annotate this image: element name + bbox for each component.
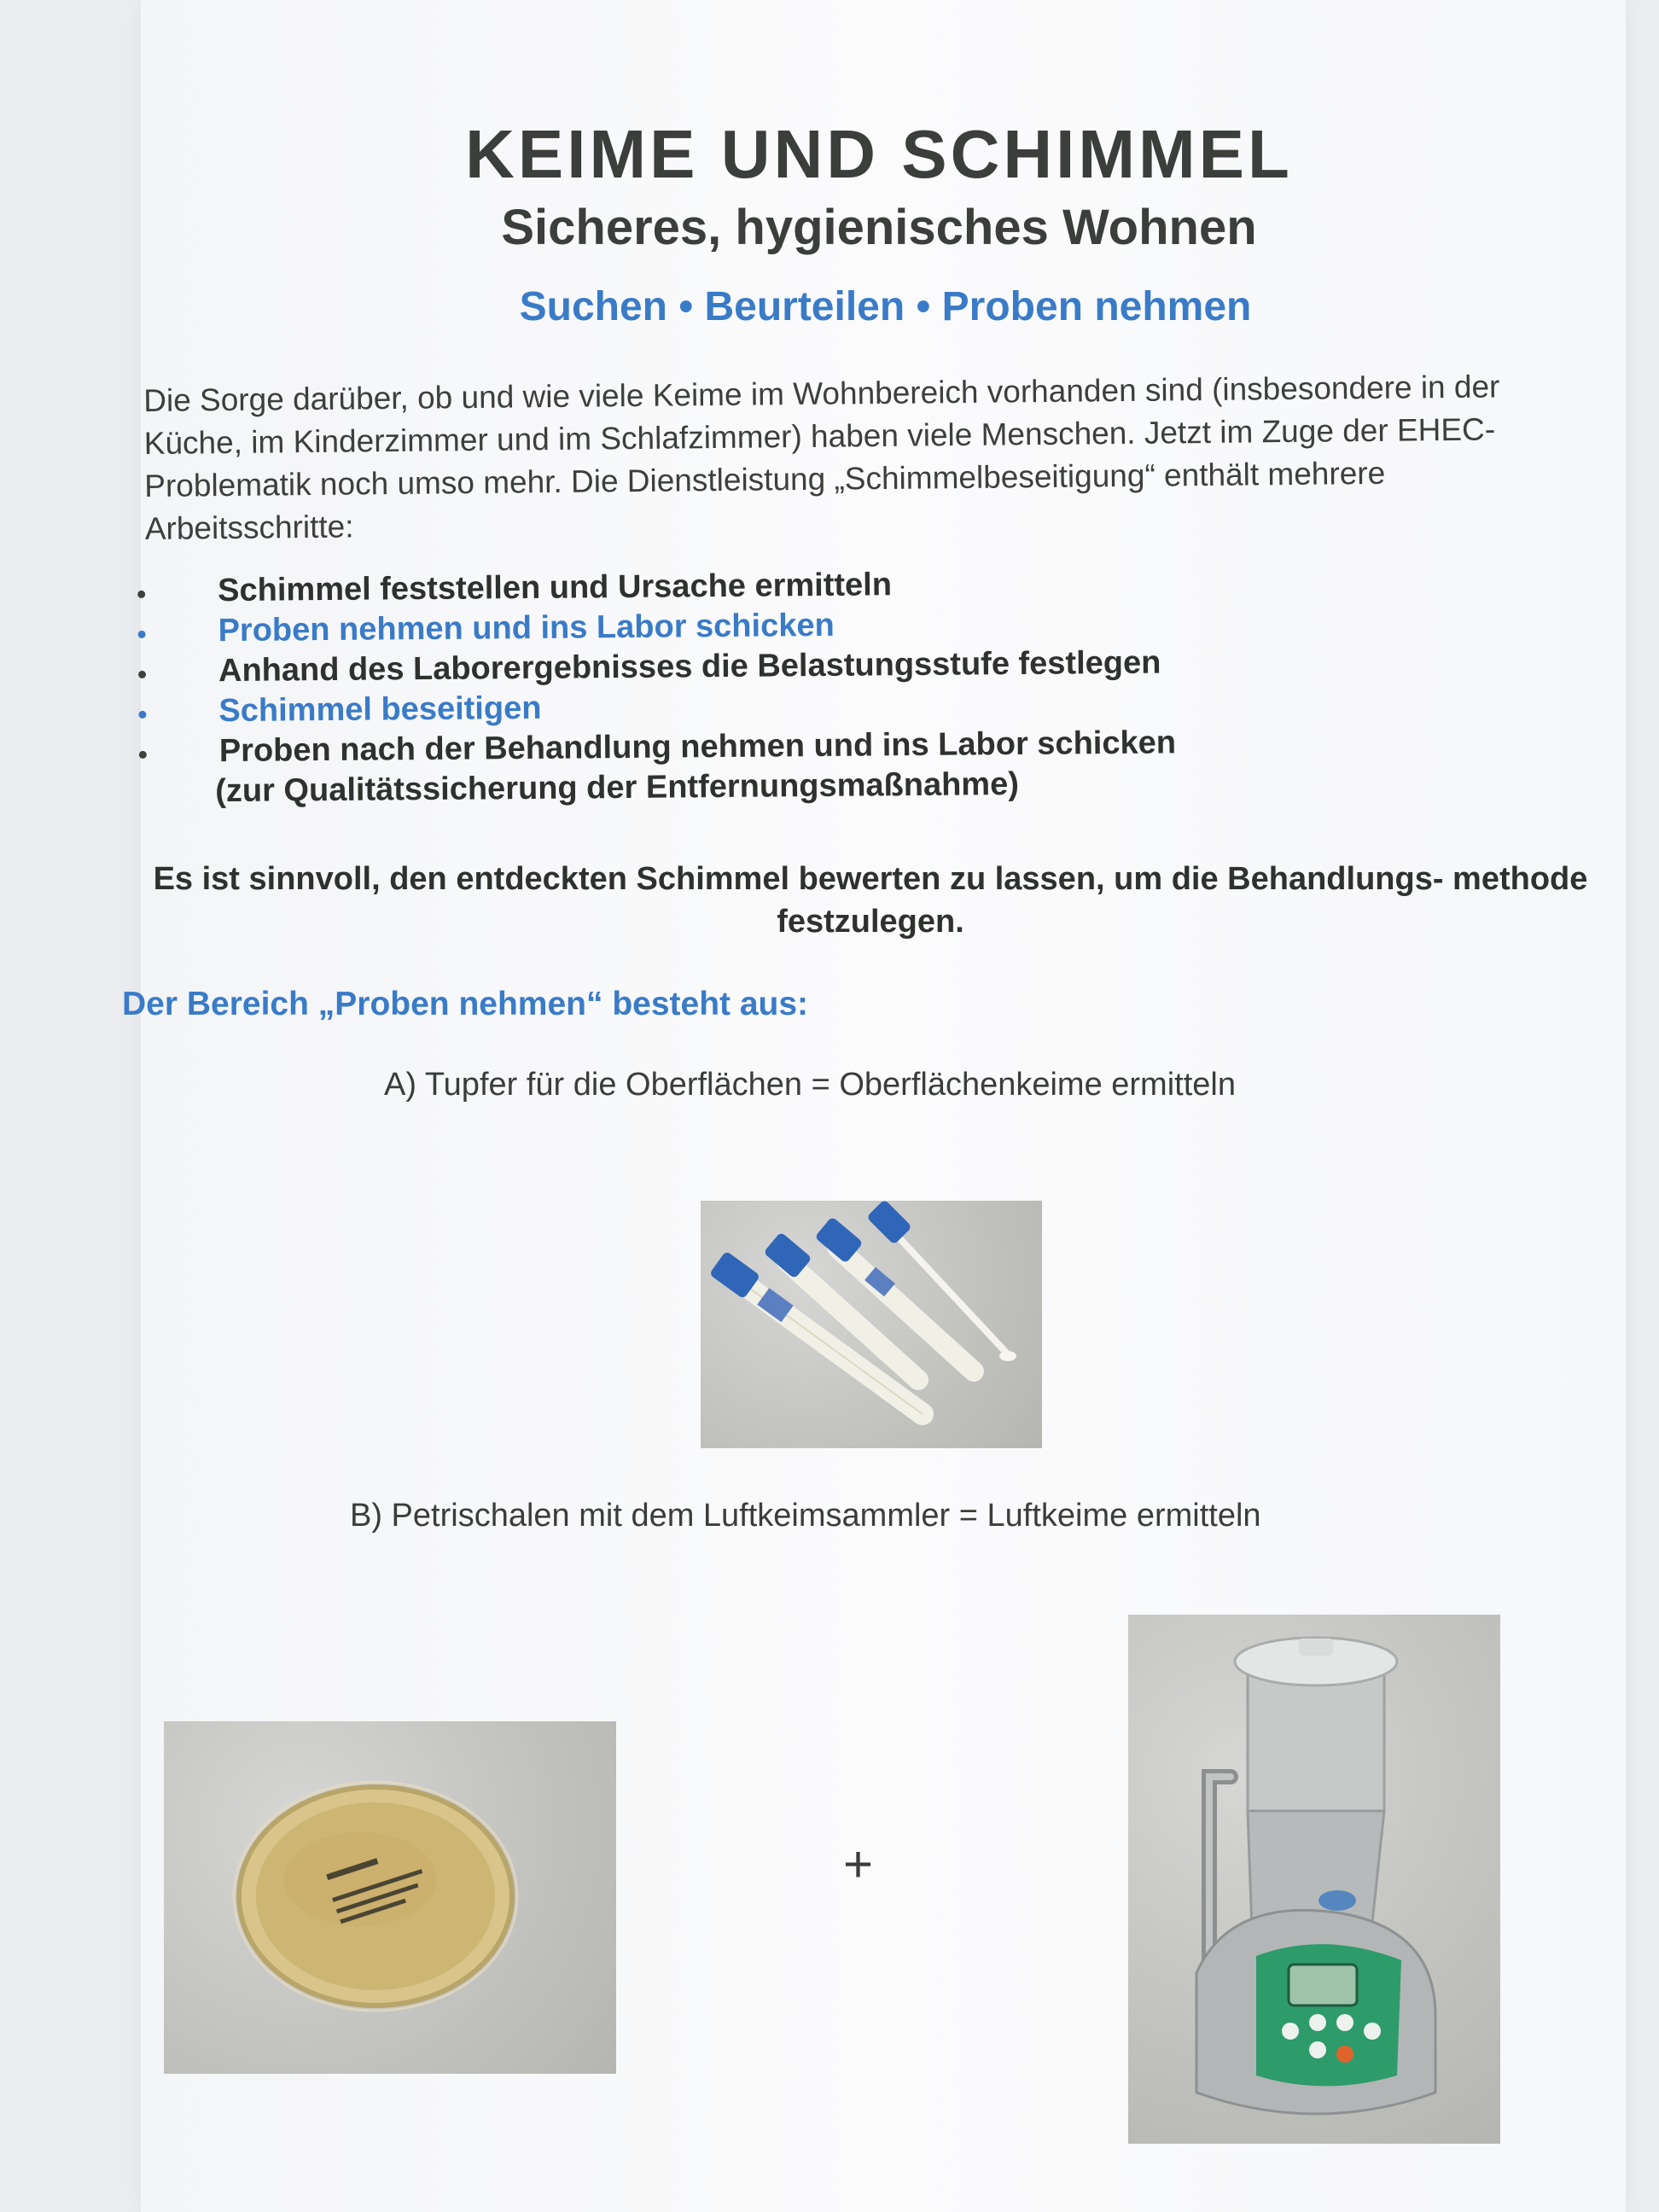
steps-list — [132, 561, 1414, 812]
petri-dish-image — [164, 1721, 616, 2074]
air-sampler-photo — [1128, 1615, 1500, 2144]
step-item: Schimmel beseitigen — [133, 681, 1413, 732]
step-item: Proben nehmen und ins Labor schicken — [132, 601, 1412, 652]
petri-dish-photo — [164, 1721, 616, 2074]
step-item: Proben nach der Behandlung nehmen und ins Labor schicken — [134, 721, 1414, 772]
intro-paragraph: Die Sorge darüber, ob und wie viele Keime im Wohnbereich vorhanden sind (insbesondere in der Küche, im Kinderzimmer und im Schlafzimmer) haben viele Menschen. Jetzt im Zuge der EHEC-Problematik noch umso mehr. Die Dienstleistung „Schimmelbeseitigung“ enthält mehrere Arbeitsschritte: — [143, 369, 1500, 546]
step-item-continuation: (zur Qualitätssicherung der Entfernungsmaßnahme) — [215, 765, 1020, 810]
step-item: Schimmel feststellen und Ursache ermitteln — [132, 561, 1412, 612]
tagline: Suchen • Beurteilen • Proben nehmen — [519, 284, 1252, 329]
recommendation-note: Es ist sinnvoll, den entdeckten Schimmel bewerten zu lassen, um die Behandlungs- methode festzulegen. — [153, 861, 1588, 940]
caption-swabs: A) Tupfer für die Oberflächen = Oberflächenkeime ermitteln — [384, 1067, 1236, 1103]
section-heading: Der Bereich „Proben nehmen“ besteht aus: — [122, 986, 809, 1022]
air-sampler-image — [1128, 1615, 1500, 2144]
plus-sign: + — [843, 1836, 874, 1893]
page-subtitle: Sicheres, hygienisches Wohnen — [501, 200, 1257, 255]
control-panel — [1256, 1944, 1401, 2086]
step-item: Anhand des Laborergebnisses die Belastungsstufe festlegen — [133, 641, 1413, 692]
swab-tubes-photo — [701, 1201, 1042, 1448]
caption-air-sampling: B) Petrischalen mit dem Luftkeimsammler = Luftkeime ermitteln — [350, 1498, 1261, 1534]
swab-tubes-image — [701, 1201, 1042, 1448]
page-title: KEIME UND SCHIMMEL — [465, 116, 1293, 192]
